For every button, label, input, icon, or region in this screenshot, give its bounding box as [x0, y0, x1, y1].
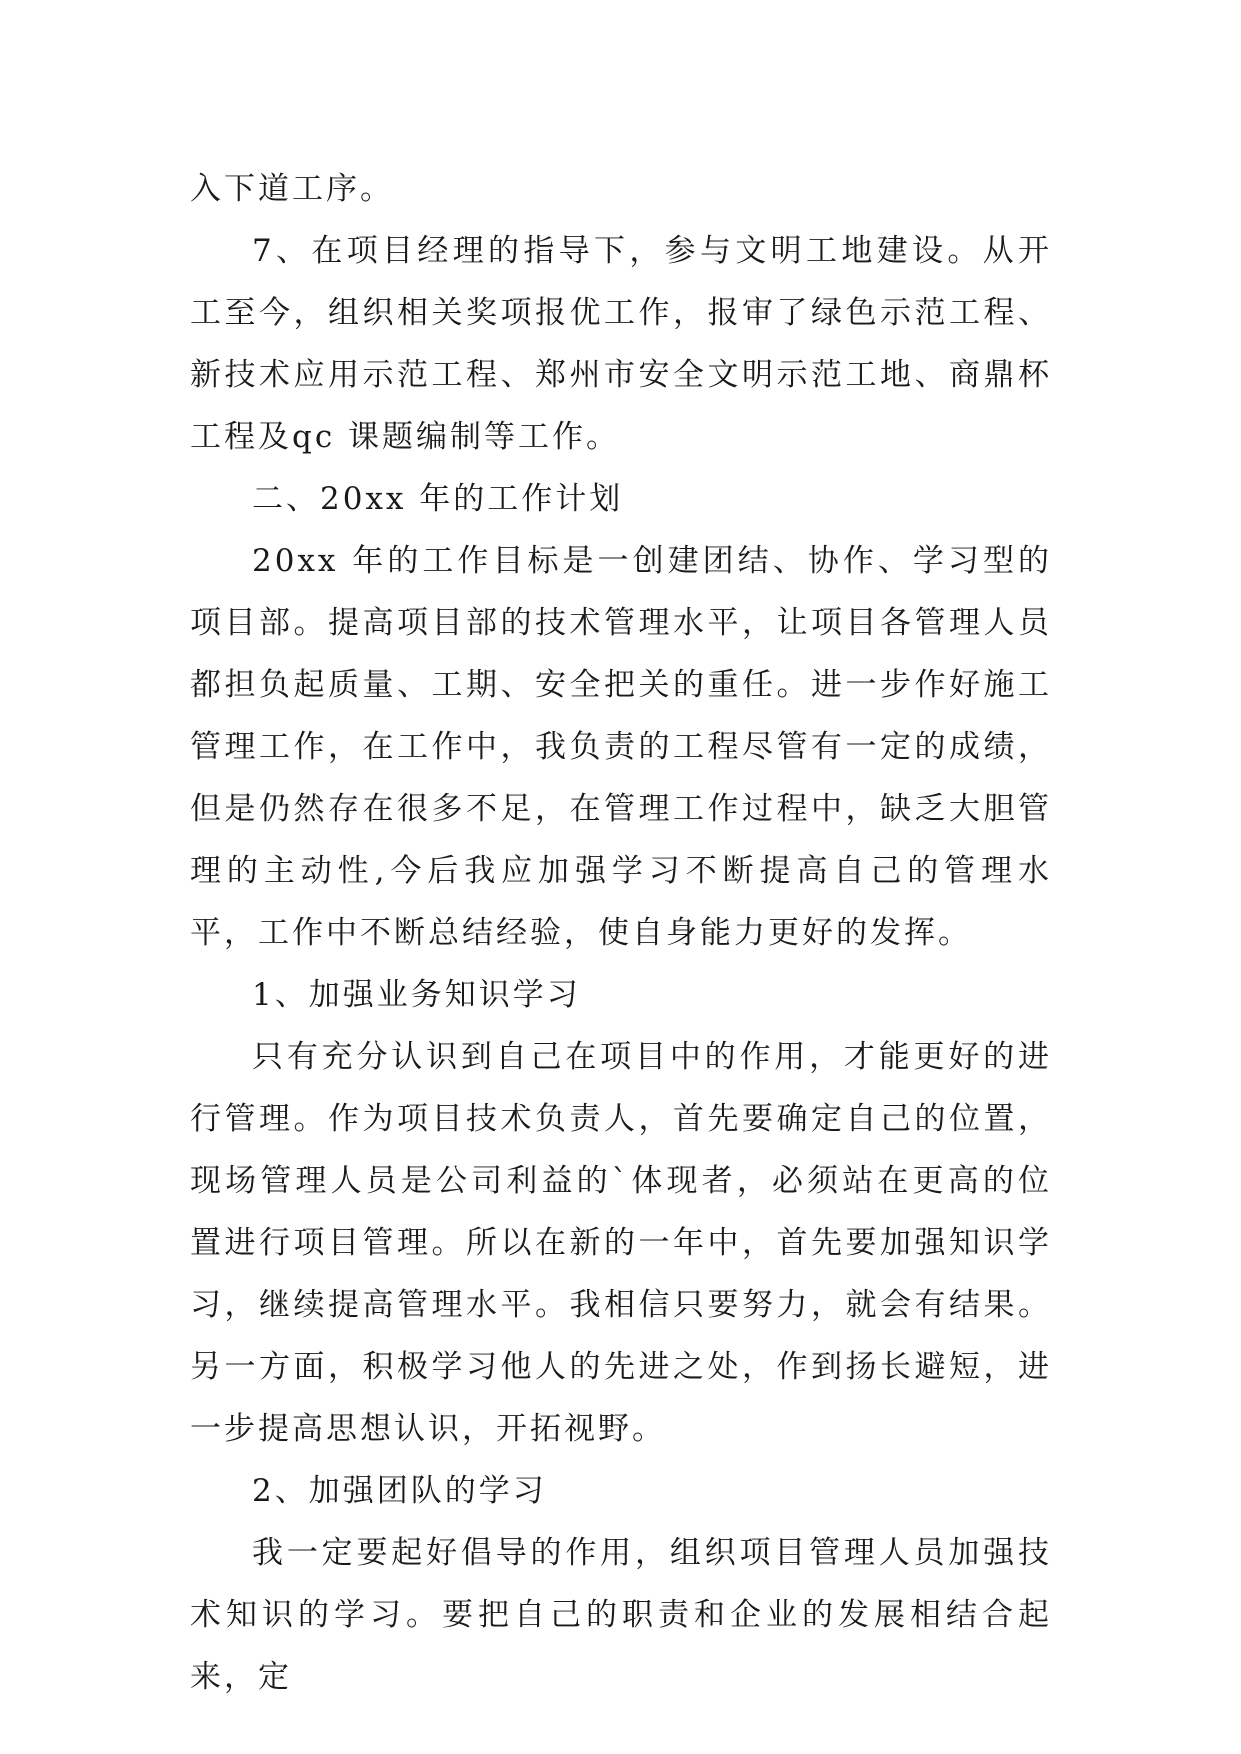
paragraph-team-learning: 我一定要起好倡导的作用，组织项目管理人员加强技术知识的学习。要把自己的职责和企业的发展相结合起来，定 [190, 1535, 1052, 1695]
paragraph-work-goal: 20xx 年的工作目标是一创建团结、协作、学习型的项目部。提高项目部的技术管理水平，让项目各管理人员都担负起质量、工期、安全把关的重任。进一步作好施工管理工作，在工作中，我负责的工程尽管有一定的成绩，但是仍然存在很多不足，在管理工作过程中，缺乏大胆管理的主动性,今后我应加强学习不断提高自己的管理水平，工作中不断总结经验，使自身能力更好的发挥。 [190, 543, 1052, 951]
paragraph-item-7: 7、在项目经理的指导下，参与文明工地建设。从开工至今，组织相关奖项报优工作，报审了绿色示范工程、新技术应用示范工程、郑州市安全文明示范工地、商鼎杯工程及qc 课题编制等工作。 [190, 233, 1052, 455]
paragraph-business-knowledge: 只有充分认识到自己在项目中的作用，才能更好的进行管理。作为项目技术负责人，首先要确定自己的位置，现场管理人员是公司利益的`体现者，必须站在更高的位置进行项目管理。所以在新的一年中，首先要加强知识学习，继续提高管理水平。我相信只要努力，就会有结果。另一方面，积极学习他人的先进之处，作到扬长避短，进一步提高思想认识，开拓视野。 [190, 1039, 1052, 1447]
section-heading-work-plan: 二、20xx 年的工作计划 [252, 481, 624, 517]
subheading-team-learning: 2、加强团队的学习 [252, 1473, 547, 1509]
document-body [190, 158, 1052, 1708]
subheading-business-knowledge: 1、加强业务知识学习 [252, 977, 581, 1013]
paragraph-continuation: 入下道工序。 [190, 171, 394, 207]
